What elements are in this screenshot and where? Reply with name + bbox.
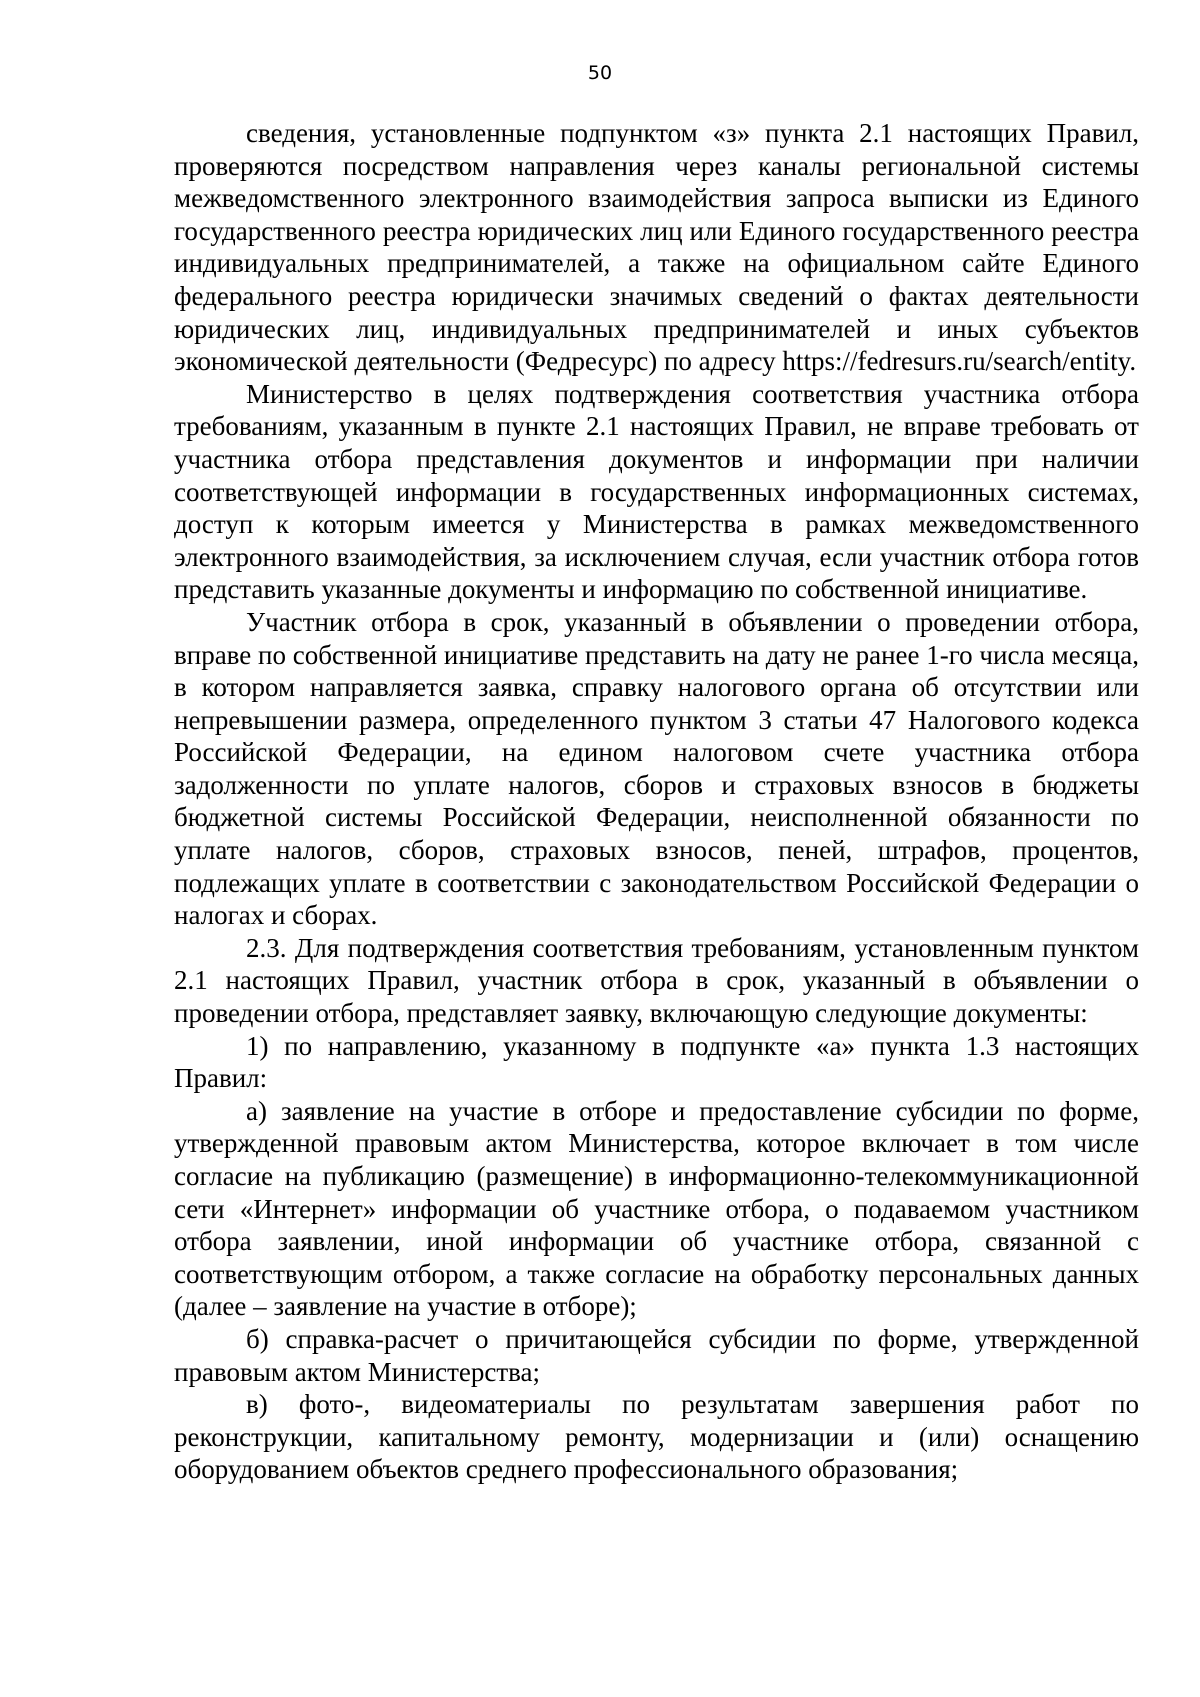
paragraph-tax-certificate: Участник отбора в срок, указанный в объявлении о проведении отбора, вправе по собственной инициативе представить на дату не ранее 1-го числа месяца, в котором направляется заявка, справку налогового органа об отсутствии или непревышении размера, определенного пунктом 3 статьи 47 Налогового кодекса Российской Федерации, на едином налоговом счете участника отбора задолженности по уплате налогов, сборов и страховых взносов в бюджеты бюджетной системы Российской Федерации, неисполненной обязанности по уплате налогов, сборов, страховых взносов, пеней, штрафов, процентов, подлежащих уплате в соответствии с законодательством Российской Федерации о налогах и сборах. — [174, 606, 1139, 931]
paragraph-ministry-verification: Министерство в целях подтверждения соответствия участника отбора требованиям, указанным в пункте 2.1 настоящих Правил, не вправе требовать от участника отбора представления документов и информации при наличии соответствующей информации в государственных информационных системах, доступ к которым имеется у Министерства в рамках межведомственного электронного взаимодействия, за исключением случая, если участник отбора готов представить указанные документы и информацию по собственной инициативе. — [174, 378, 1139, 605]
paragraph-continuation: сведения, установленные подпунктом «з» пункта 2.1 настоящих Правил, проверяются посредством направления через каналы региональной системы межведомственного электронного взаимодействия запроса выписки из Единого государственного реестра юридических лиц или Единого государственного реестра индивидуальных предпринимателей, а также на официальном сайте Единого федерального реестра юридически значимых сведений о фактах деятельности юридических лиц, индивидуальных предпринимателей и иных субъектов экономической деятельности (Федресурс) по адресу https://fedresurs.ru/search/entity. — [174, 118, 1139, 377]
paragraph-subitem-a: а) заявление на участие в отборе и предоставление субсидии по форме, утвержденной правовым актом Министерства, которое включает в том числе согласие на публикацию (размещение) в информационно-телекоммуникационной сети «Интернет» информации об участнике отбора, о подаваемом участником отбора заявлении, иной информации об участнике отбора, связанной с соответствующим отбором, а также согласие на обработку персональных данных (далее – заявление на участие в отборе); — [174, 1095, 1139, 1322]
paragraph-item-1: 1) по направлению, указанному в подпункте «а» пункта 1.3 настоящих Правил: — [174, 1030, 1139, 1094]
page-number: 50 — [587, 62, 613, 84]
document-body — [174, 117, 1139, 1486]
paragraph-subitem-b: б) справка-расчет о причитающейся субсидии по форме, утвержденной правовым актом Министерства; — [174, 1323, 1139, 1387]
paragraph-2-3: 2.3. Для подтверждения соответствия требованиям, установленным пунктом 2.1 настоящих Правил, участник отбора в срок, указанный в объявлении о проведении отбора, представляет заявку, включающую следующие документы: — [174, 932, 1139, 1029]
paragraph-subitem-v: в) фото-, видеоматериалы по результатам завершения работ по реконструкции, капитальному ремонту, модернизации и (или) оснащению оборудованием объектов среднего профессионального образования; — [174, 1389, 1139, 1485]
